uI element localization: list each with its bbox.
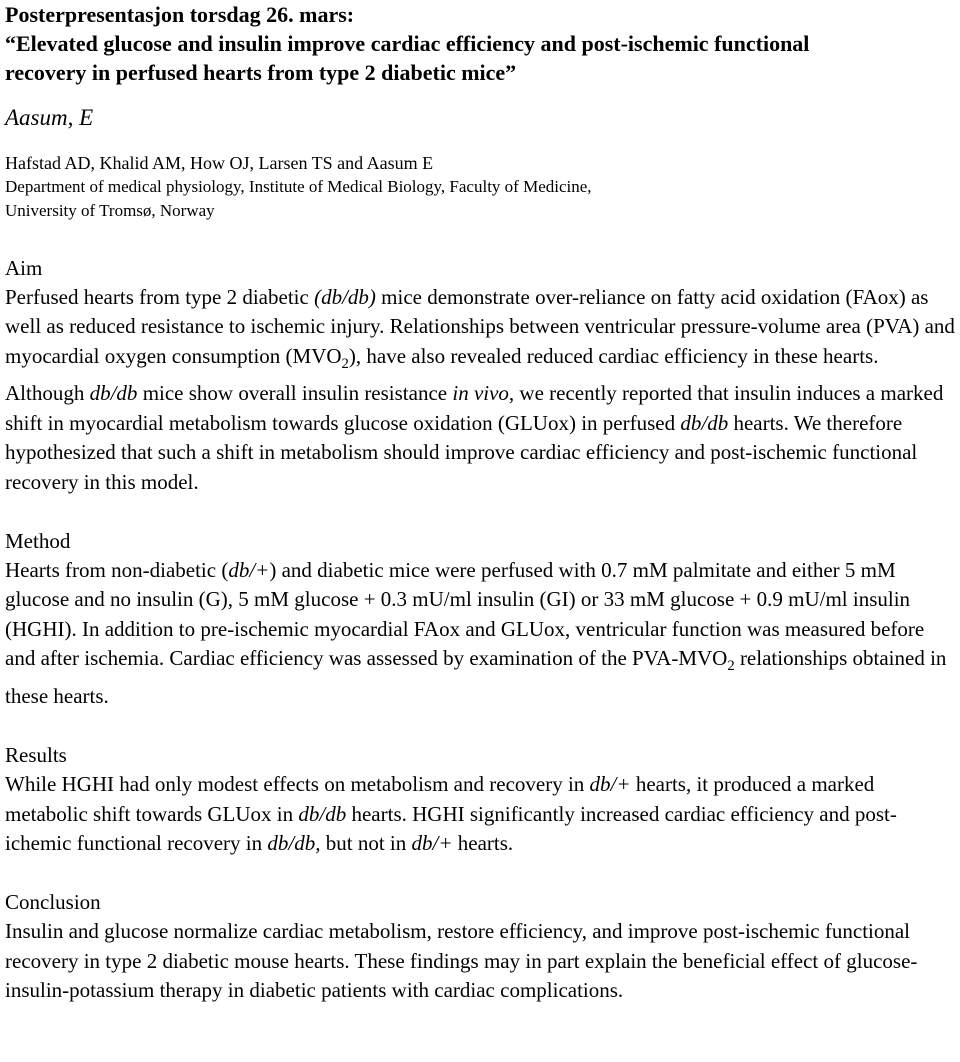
author-list: Hafstad AD, Khalid AM, How OJ, Larsen TS and Aasum E xyxy=(5,153,434,173)
presenting-author: Aasum, E xyxy=(5,105,94,130)
conclusion-heading: Conclusion xyxy=(5,890,101,915)
affiliation-line-2: University of Tromsø, Norway xyxy=(5,201,215,220)
aim-text: Perfused hearts from type 2 diabetic (db/db) mice demonstrate over-reliance on fatty acid oxidation (FAox) as well as reduced resistance to ischemic injury. Relationships between ventricular pressure-volume area (PVA) and myocardial oxygen consumption $(MVO_2)$, have also revealed reduced cardiac efficiency in these hearts. Although db/db mice show overall insulin resistance in vivo, we recently reported that insulin induces a marked shift in myocardial metabolism towards glucose oxidation (GLUox) in perfused db/db hearts. We therefore hypothesized that such a shift in metabolism should improve cardiac efficiency and post-ischemic functional recovery in this model. xyxy=(5,285,955,494)
results-text: While HGHI had only modest effects on metabolism and recovery in db/+ hearts, it produced a marked metabolic shift towards GLUox in db/db hearts. HGHI significantly increased cardiac efficiency and post-ichemic functional recovery in db/db, but not in db/+ hearts. xyxy=(5,772,897,856)
method-section xyxy=(5,526,957,711)
presentation-date: Posterpresentasjon torsdag 26. mars: xyxy=(5,2,355,27)
abstract-document xyxy=(5,0,957,1006)
aim-heading: Aim xyxy=(5,256,43,280)
conclusion-section xyxy=(5,887,957,1005)
aim-section xyxy=(5,253,957,497)
poster-title-line-1: “Elevated glucose and insulin improve cardiac efficiency and post-ischemic functional xyxy=(5,31,810,56)
header-block xyxy=(5,0,957,87)
results-heading: Results xyxy=(5,743,67,768)
method-heading: Method xyxy=(5,529,71,554)
conclusion-text: Insulin and glucose normalize cardiac metabolism, restore efficiency, and improve post-ischemic functional recovery in type 2 diabetic mouse hearts. These findings may in part explain the beneficial effect of glucose-insulin-potassium therapy in diabetic patients with cardiac complications. xyxy=(5,919,918,1003)
affiliation xyxy=(5,175,957,223)
affiliation-line-1: Department of medical physiology, Institute of Medical Biology, Faculty of Medicine, xyxy=(5,177,592,196)
results-section xyxy=(5,740,957,858)
poster-title-line-2: recovery in perfused hearts from type 2 diabetic mice” xyxy=(5,60,517,85)
method-text: Hearts from non-diabetic (db/+) and diabetic mice were perfused with 0.7 mM palmitate and either 5 mM glucose and no insulin (G), 5 mM glucose + 0.3 mU/ml insulin (GI) or 33 mM glucose + 0.9 mU/ml insulin (HGHI). In addition to pre-ischemic myocardial FAox and GLUox, ventricular function was measured before and after ischemia. Cardiac efficiency was assessed by examination of the PVA-$MVO_2$ relationships obtained in these hearts. xyxy=(5,558,947,708)
